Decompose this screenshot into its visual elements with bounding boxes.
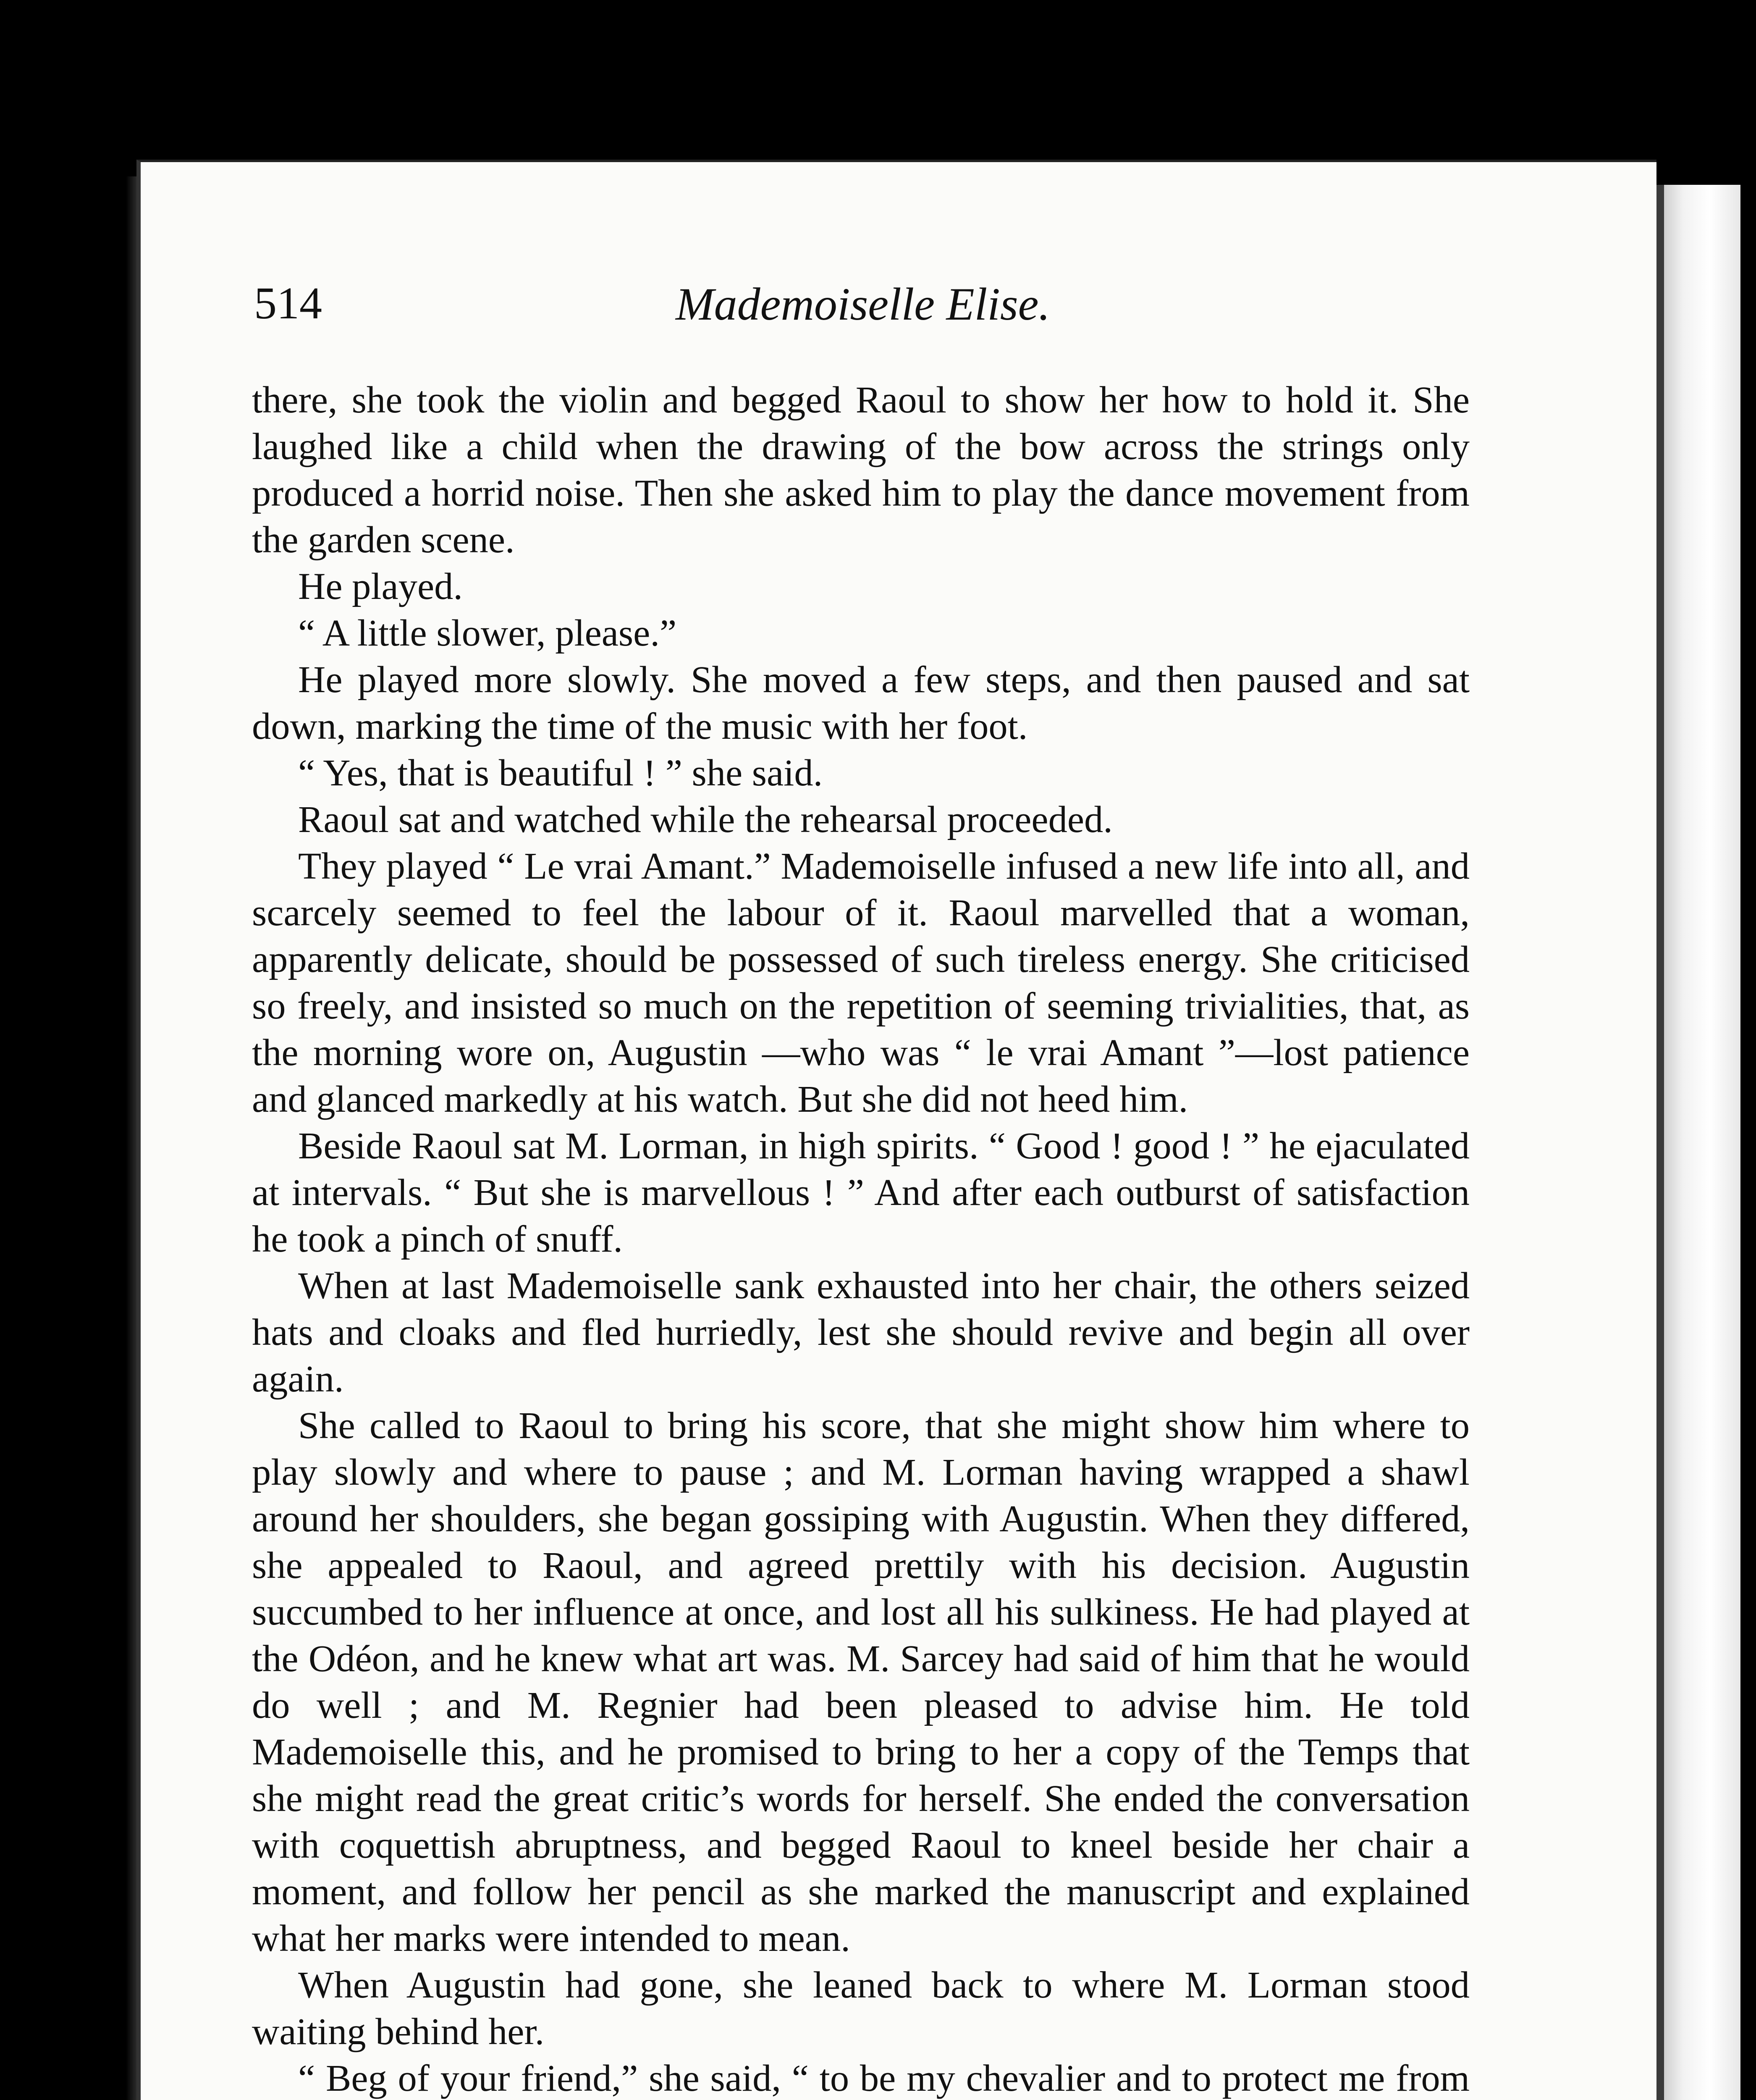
paragraph: “ Beg of your friend,” she said, “ to be my chevalier and to protect me from: [298, 2057, 1470, 2099]
book-page: [136, 160, 1656, 2100]
paragraph: “ A little slower, please.”: [298, 612, 677, 654]
paragraph: Beside Raoul sat M. Lorman, in high spirits. “ Good ! good ! ” he ejaculated at intervals. “ But she is marvellous ! ” And after each outburst of satisfaction he took a pinch of snuff.: [252, 1124, 1470, 1260]
paragraph: there, she took the violin and begged Raoul to show her how to hold it. She laughed like a child when the drawing of the bow across the strings only produced a horrid noise. Then she asked him to play the dance movement from the garden scene.: [252, 378, 1470, 561]
running-title: Mademoiselle Elise.: [676, 278, 1050, 330]
paragraph: “ Yes, that is beautiful ! ” she said.: [298, 751, 823, 794]
paragraph: When Augustin had gone, she leaned back to where M. Lorman stood waiting behind her.: [252, 1964, 1470, 2053]
paragraph: He played more slowly. She moved a few steps, and then paused and sat down, marking the time of the music with her foot.: [252, 658, 1470, 747]
page-number: 514: [254, 278, 322, 328]
body-text: [252, 376, 1470, 2100]
adjacent-page-edge: [1656, 185, 1740, 2100]
paragraph: Raoul sat and watched while the rehearsal proceeded.: [298, 798, 1113, 840]
paragraph: When at last Mademoiselle sank exhausted into her chair, the others seized hats and cloaks and fled hurriedly, lest she should revive and begin all over again.: [252, 1264, 1470, 1400]
page-header: [254, 278, 1472, 362]
paragraph: He played.: [298, 565, 463, 607]
paragraph: They played “ Le vrai Amant.” Mademoiselle infused a new life into all, and scarcely seemed to feel the labour of it. Raoul marvelled that a woman, apparently delicate, should be possessed of such tireless energy. She criticised so freely, and insisted so much on the repetition of seeming trivialities, that, as the morning wore on, Augustin —who was “ le vrai Amant ”—lost patience and glanced markedly at his watch. But she did not heed him.: [252, 845, 1470, 1120]
paragraph: She called to Raoul to bring his score, that she might show him where to play slowly and where to pause ; and M. Lorman having wrapped a shawl around her shoulders, she began gossiping with Augustin. When they differed, she appealed to Raoul, and agreed prettily with his decision. Augustin succumbed to her influence at once, and lost all his sulkiness. He had played at the Odéon, and he knew what art was. M. Sarcey had said of him that he would do well ; and M. Regnier had been pleased to advise him. He told Mademoiselle this, and he promised to bring to her a copy of the Temps that she might read the great critic’s words for herself. She ended the conversation with coquettish abruptness, and begged Raoul to kneel beside her chair a moment, and follow her pencil as she marked the manuscript and explained what her marks were intended to mean.: [252, 1404, 1470, 1959]
